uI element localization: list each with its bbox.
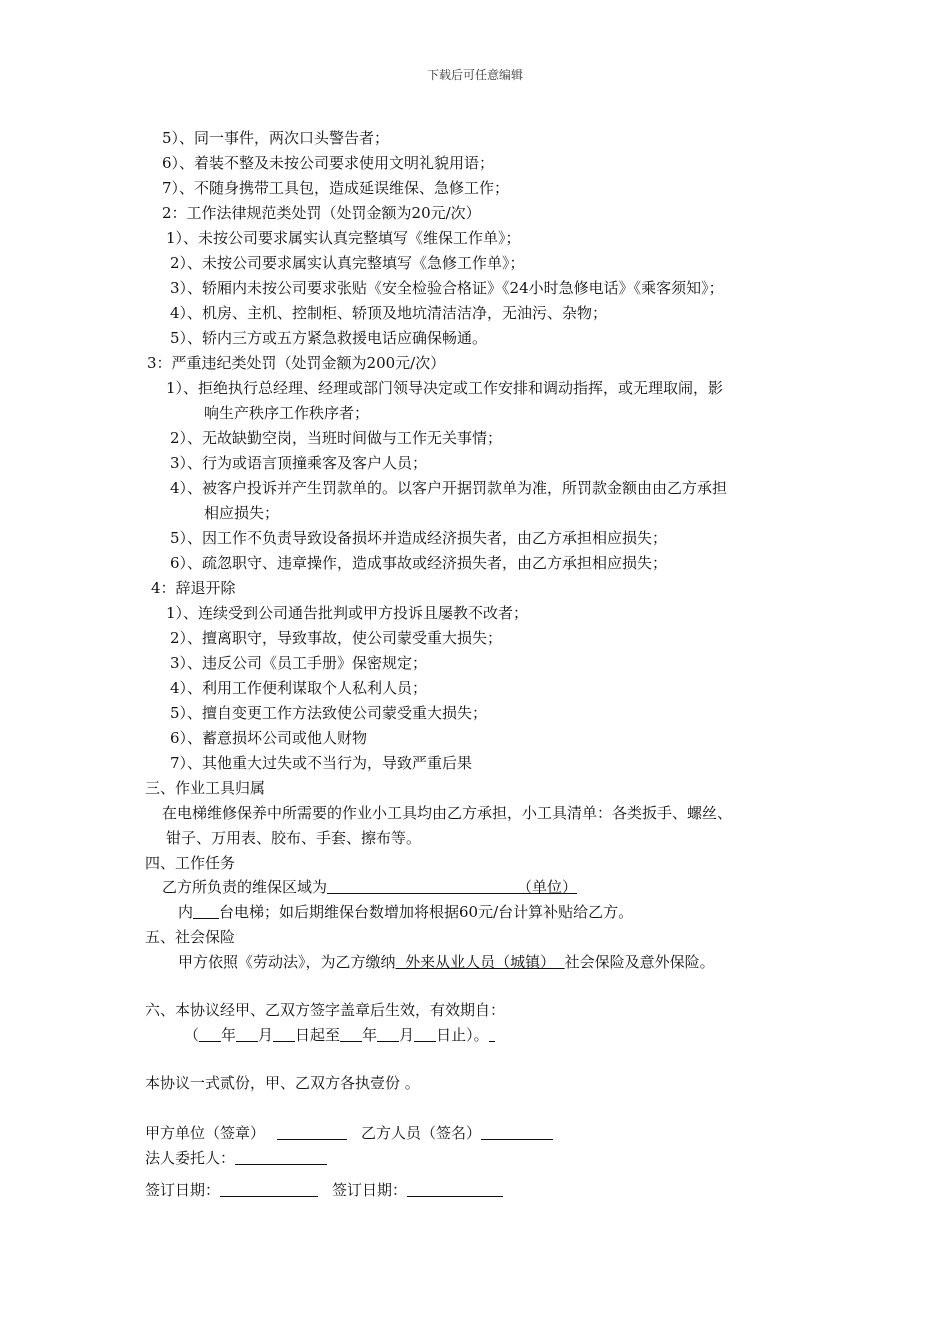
clause-line: 3）、违反公司《员工手册》保密规定； (170, 654, 428, 672)
clause-line: 6）、疏忽职守、违章操作，造成事故或经济损失者，由乙方承担相应损失； (170, 554, 668, 572)
clause-line: 2）、擅离职守，导致事故，使公司蒙受重大损失； (170, 629, 503, 647)
party-a-signature-blank (277, 1123, 347, 1140)
section-heading: 3：严重违纪类处罚（处罚金额为200元/次） (147, 354, 446, 372)
legal-rep-row (145, 1148, 327, 1168)
elevator-count-prefix: 内 (178, 903, 194, 921)
end-day-blank (414, 1025, 436, 1042)
clause-line: 1）、拒绝执行总经理、经理或部门领导决定或工作安排和调动指挥，或无理取闹，影 (166, 379, 724, 397)
clause-line: 4）、利用工作便利谋取个人私利人员； (170, 679, 428, 697)
date-a-blank (220, 1180, 318, 1197)
section-heading: 五、社会保险 (145, 928, 236, 946)
month-label: 月 (399, 1026, 415, 1044)
clause-line: 5）、因工作不负责导致设备损坏并造成经济损失者，由乙方承担相应损失； (170, 529, 668, 547)
from-day-label: 日起至 (295, 1026, 341, 1044)
elevator-count-line (178, 902, 633, 922)
date-b-blank (407, 1180, 503, 1197)
clause-line: 5）、轿内三方或五方紧急救援电话应确保畅通。 (170, 329, 488, 347)
clause-line: 5）、同一事件，两次口头警告者； (162, 129, 390, 147)
section-heading: 四、工作任务 (145, 854, 236, 872)
section-heading: 六、本协议经甲、乙双方签字盖章后生效，有效期自： (145, 1001, 506, 1019)
legal-rep-label: 法人委托人： (145, 1149, 236, 1167)
work-area-blank (327, 877, 517, 894)
section-heading: 4：辞退开除 (151, 579, 236, 597)
month-label: 月 (258, 1026, 274, 1044)
paragraph-line: 钳子、万用表、胶布、手套、擦布等。 (166, 829, 422, 847)
validity-open: （ (184, 1026, 200, 1044)
clause-line: 1）、连续受到公司通告批判或甲方投诉且屡教不改者； (166, 604, 529, 622)
party-b-signature-blank (481, 1123, 553, 1140)
start-year-blank (199, 1025, 221, 1042)
clause-line: 6）、蓄意损坏公司或他人财物 (170, 729, 368, 747)
clause-line: 1）、未按公司要求属实认真完整填写《维保工作单》； (166, 229, 521, 247)
insurance-suffix: 社会保险及意外保险。 (564, 953, 715, 971)
page-header: 下载后可任意编辑 (426, 68, 523, 82)
insurance-prefix: 甲方依照《劳动法》，为乙方缴纳 (178, 953, 396, 971)
validity-period-line (184, 1025, 495, 1045)
clause-line: 6）、着装不整及未按公司要求使用文明礼貌用语； (162, 154, 495, 172)
end-year-blank (340, 1025, 362, 1042)
clause-line-continued: 相应损失； (204, 504, 280, 522)
start-month-blank (236, 1025, 258, 1042)
clause-line: 3）、行为或语言顶撞乘客及客户人员； (170, 454, 428, 472)
clause-line: 7）、不随身携带工具包，造成延误维保、急修工作； (162, 179, 510, 197)
clause-line: 2）、未按公司要求属实认真完整填写《急修工作单》； (170, 254, 525, 272)
date-label-b: 签订日期： (332, 1181, 408, 1199)
elevator-count-text: 台电梯；如后期维保台数增加将根据60元/台计算补贴给乙方。 (219, 903, 634, 921)
clause-line: 2）、无故缺勤空岗，当班时间做与工作无关事情； (170, 429, 503, 447)
work-area-line (162, 877, 577, 897)
year-label: 年 (221, 1026, 237, 1044)
clause-line: 7）、其他重大过失或不当行为，导致严重后果 (170, 754, 473, 772)
clause-line: 3）、轿厢内未按公司要求张贴《安全检验合格证》《24小时急修电话》《乘客须知》； (170, 279, 724, 297)
clause-line: 4）、被客户投诉并产生罚款单的。以客户开据罚款单为准，所罚款金额由由乙方承担 (170, 479, 728, 497)
copies-statement: 本协议一式贰份，甲、乙双方各执壹份 。 (145, 1074, 420, 1092)
legal-rep-blank (235, 1148, 327, 1165)
signature-row (145, 1123, 553, 1143)
section-heading: 三、作业工具归属 (145, 779, 266, 797)
clause-line: 4）、机房、主机、控制柜、轿顶及地坑清洁洁净，无油污、杂物； (170, 304, 608, 322)
work-area-label: 乙方所负责的维保区域为 (162, 878, 328, 896)
party-b-label: 乙方人员（签名） (361, 1124, 482, 1142)
elevator-count-blank (193, 902, 219, 919)
trailing-blank (489, 1025, 495, 1042)
work-area-unit: （单位） (517, 878, 578, 896)
start-day-blank (273, 1025, 295, 1042)
year-label: 年 (362, 1026, 378, 1044)
end-month-blank (377, 1025, 399, 1042)
party-a-label: 甲方单位（签章） (145, 1124, 266, 1142)
section-heading: 2：工作法律规范类处罚（处罚金额为20元/次） (162, 204, 481, 222)
date-row (145, 1180, 503, 1200)
clause-line-continued: 响生产秩序工作秩序者； (204, 404, 370, 422)
clause-line: 5）、擅自变更工作方法致使公司蒙受重大损失； (170, 704, 488, 722)
end-day-label: 日止）。 (436, 1026, 489, 1044)
paragraph-line: 在电梯维修保养中所需要的作业小工具均由乙方承担，小工具清单：各类扳手、螺丝、 (162, 804, 733, 822)
insurance-line (178, 952, 715, 972)
insurance-type: 外来从业人员（城镇） (405, 953, 556, 971)
date-label-a: 签订日期： (145, 1181, 221, 1199)
